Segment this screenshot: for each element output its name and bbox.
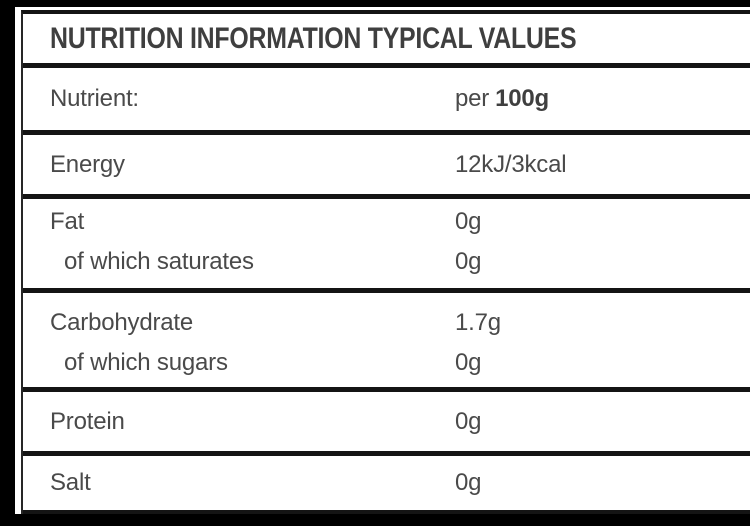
fat-section — [23, 199, 750, 293]
table-row — [23, 242, 750, 282]
table-row — [23, 202, 750, 242]
salt-section — [23, 456, 750, 514]
row-value: 0g — [455, 349, 482, 376]
row-label: of which sugars — [64, 349, 228, 376]
row-label: of which saturates — [64, 248, 254, 275]
row-value: 0g — [455, 248, 482, 275]
row-value: 12kJ/3kcal — [455, 150, 567, 178]
row-label: Salt — [50, 469, 91, 496]
nutrition-table — [21, 10, 750, 514]
row-label: Fat — [50, 208, 85, 235]
row-label: Carbohydrate — [50, 309, 194, 336]
label-sheet — [15, 7, 750, 514]
per-label: per — [455, 85, 490, 112]
row-label: Energy — [50, 150, 125, 178]
nutrient-column-label: Nutrient: — [50, 85, 139, 112]
per-100g-column-label — [426, 85, 750, 113]
protein-section — [23, 392, 750, 456]
table-header-row — [23, 14, 750, 68]
table-title: NUTRITION INFORMATION TYPICAL VALUES — [50, 21, 577, 55]
row-value: 0g — [455, 469, 482, 496]
row-value: 1.7g — [455, 309, 501, 336]
energy-section — [23, 135, 750, 199]
table-row — [23, 303, 750, 343]
row-value: 0g — [455, 208, 482, 235]
per-amount: 100g — [495, 85, 549, 112]
table-row — [23, 392, 750, 451]
column-header-row — [23, 68, 750, 135]
row-label: Protein — [50, 407, 125, 435]
table-row — [23, 343, 750, 383]
row-value: 0g — [455, 407, 482, 435]
table-row — [23, 456, 750, 510]
table-row — [23, 135, 750, 194]
carbohydrate-section — [23, 293, 750, 392]
